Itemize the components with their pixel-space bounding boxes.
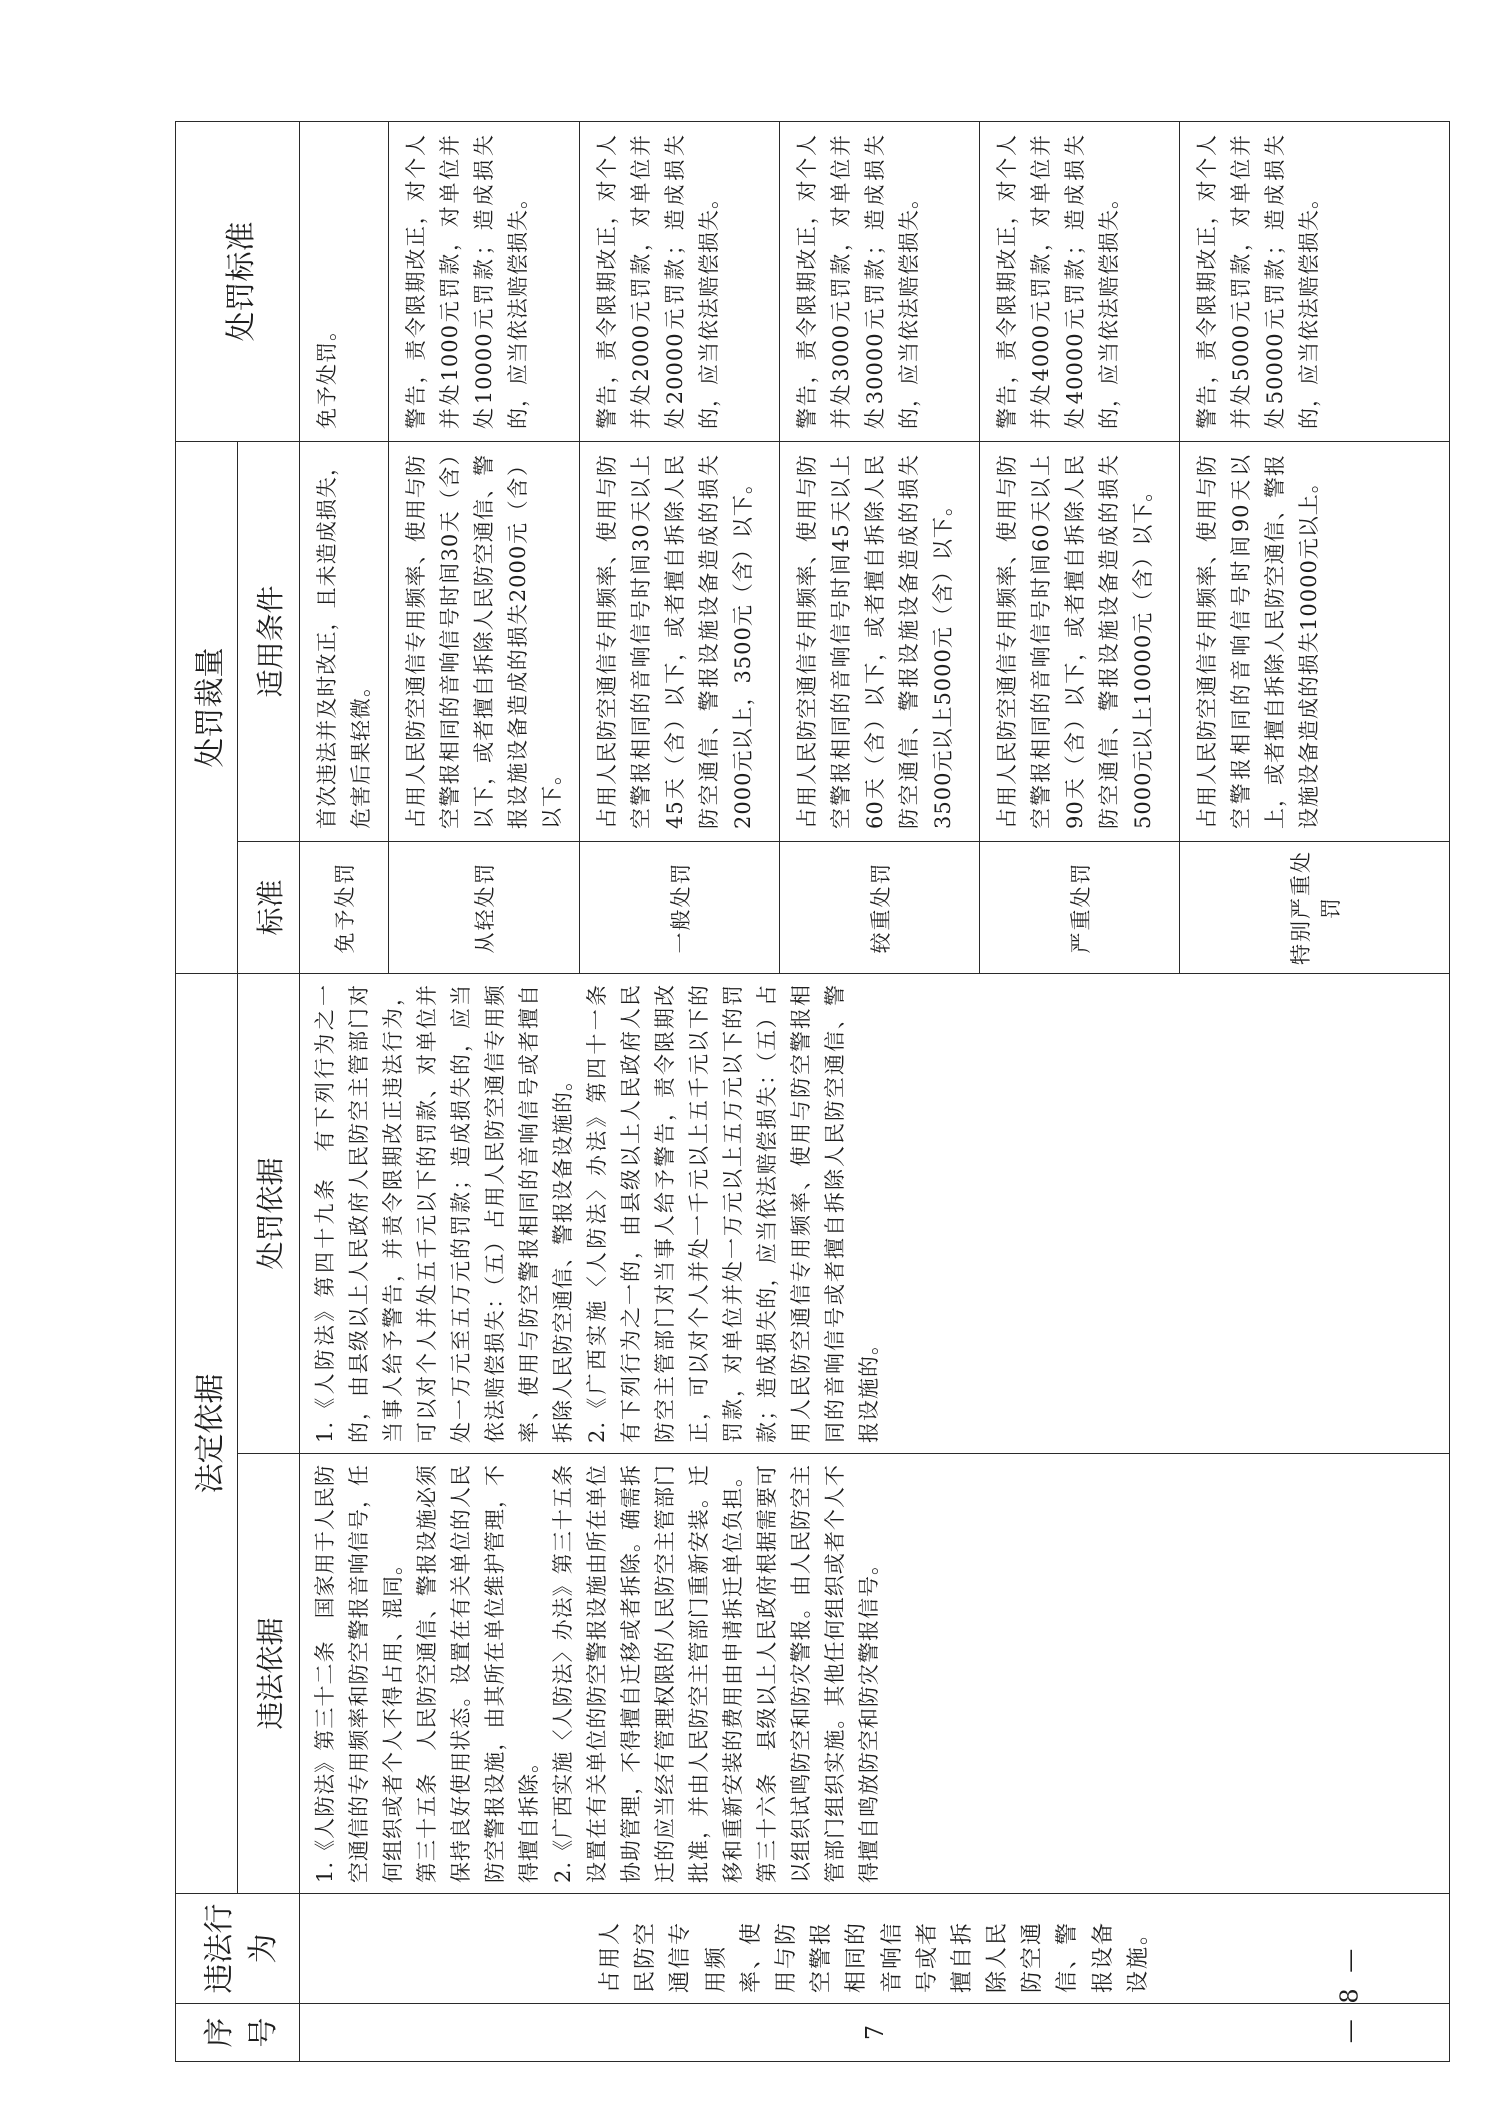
tier-condition: 占用人民防空通信专用频率、使用与防空警报相同的音响信号时间30天以上45天（含）以下，或者擅自拆除人民防空通信、警报设施设备造成的损失2000元以上，3500元（含）以下。: [580, 442, 780, 842]
header-violation-basis: 违法依据: [238, 1454, 300, 1894]
header-seq: 序号: [176, 2004, 300, 2062]
tier-level: 严重处罚: [980, 842, 1180, 974]
header-penalty-basis: 处罚依据: [238, 974, 300, 1454]
penalty-basis: [300, 962, 1450, 1454]
violation-basis-para: 2.《广西实施〈人防法〉办法》第三十五条 设置在有关单位的防空警报设施由所在单位协助管理，不得擅自迁移或者拆除。确需拆迁的应当经有管理权限的人民防空主管部门批准，并由人民防空主管部门重新安装。迁移和重新安装的费用由申请拆迁单位负担。: [551, 1442, 746, 1883]
tier-condition: 首次违法并及时改正，且未造成损失，危害后果轻微。: [300, 442, 389, 842]
violation-basis-para: 第三十五条 人民防空通信、警报设施必须保持良好使用状态。设置在有关单位的人民防空警报设施，由其所在单位维护管理，不得擅自拆除。: [415, 1464, 542, 1883]
penalty-table: [175, 121, 1450, 2062]
table-row: [300, 122, 389, 2062]
tier-level: 从轻处罚: [389, 842, 580, 974]
header-standard: 标准: [238, 842, 300, 974]
violation-basis-para: 第三十六条 县级以上人民政府根据需要可以组织试鸣防空和防灾警报。由人民防空主管部门组织实施。其他任何组织或者个人不得擅自鸣放防空和防灾警报信号。: [755, 1464, 882, 1883]
header-conditions: 适用条件: [238, 442, 300, 842]
violation-basis: [300, 1442, 1450, 1894]
tier-standard: 警告，责令限期改正，对个人并处2000元罚款，对单位并处20000元罚款；造成损失的，应当依法赔偿损失。: [580, 122, 780, 442]
tier-condition: 占用人民防空通信专用频率、使用与防空警报相同的音响信号时间30天（含）以下，或者擅自拆除人民防空通信、警报设施设备造成的损失2000元（含）以下。: [389, 442, 580, 842]
tier-condition: 占用人民防空通信专用频率、使用与防空警报相同的音响信号时间90天以上，或者擅自拆除人民防空通信、警报设施设备造成的损失10000元以上。: [1180, 442, 1450, 842]
tier-condition: 占用人民防空通信专用频率、使用与防空警报相同的音响信号时间45天以上60天（含）以下，或者擅自拆除人民防空通信、警报设施设备造成的损失3500元以上5000元（含）以下。: [780, 442, 980, 842]
penalty-basis-para: 1.《人防法》第四十九条 有下列行为之一的，由县级以上人民政府人民防空主管部门对当事人给予警告，并责令限期改正违法行为，可以对个人并处五千元以下的罚款、对单位并处一万元至五万元的罚款；造成损失的，应当依法赔偿损失：（五）占用人民防空通信专用频率、使用与防空警报相同的音响信号或者擅自拆除人民防空通信、警报设备设施的。: [313, 984, 576, 1443]
tier-standard: 警告，责令限期改正，对个人并处4000元罚款，对单位并处40000元罚款；造成损失的，应当依法赔偿损失。: [980, 122, 1180, 442]
tier-level: 一般处罚: [580, 842, 780, 974]
tier-standard: 警告，责令限期改正，对个人并处1000元罚款，对单位并处10000元罚款；造成损失的，应当依法赔偿损失。: [389, 122, 580, 442]
violation-basis-para: 1.《人防法》第三十二条 国家用于人民防空通信的专用频率和防空警报音响信号，任何组织或者个人不得占用、混同。: [313, 1464, 406, 1883]
header-discretion: 处罚裁量: [176, 442, 238, 974]
seq-number: 7: [300, 2004, 1450, 2062]
tier-standard: 警告，责令限期改正，对个人并处5000元罚款，对单位并处50000元罚款；造成损失的，应当依法赔偿损失。: [1180, 122, 1450, 442]
header-penalty-standard: 处罚标准: [176, 122, 300, 442]
header-act: 违法行为: [176, 1894, 300, 2004]
tier-standard: 免予处罚。: [300, 122, 389, 442]
tier-level: 免予处罚: [300, 842, 389, 974]
page-number: — 8 —: [1335, 1944, 1364, 2044]
violation-act: 占用人民防空通信专用频率、使用与防空警报相同的音响信号或者擅自拆除人民防空通信、警报设备设施。: [300, 1894, 1450, 2004]
tier-condition: 占用人民防空通信专用频率、使用与防空警报相同的音响信号时间60天以上90天（含）以下，或者擅自拆除人民防空通信、警报设施设备造成的损失5000元以上10000元（含）以下。: [980, 442, 1180, 842]
penalty-basis-para: 2.《广西实施〈人防法〉办法》第四十一条 有下列行为之一的，由县级以上人民政府人民防空主管部门对当事人给予警告，责令限期改正，可以对个人并处一千元以上五千元以下的罚款，对单位并处一万元以上五万元以下的罚款；造成损失的，应当依法赔偿损失：（五）占用人民防空通信专用频率、使用与防空警报相同的音响信号或者擅自拆除人民防空通信、警报设施的。: [585, 962, 882, 1443]
tier-level: 特别严重处罚: [1180, 842, 1450, 974]
header-legal-basis: 法定依据: [176, 974, 238, 1894]
tier-standard: 警告，责令限期改正，对个人并处3000元罚款，对单位并处30000元罚款；造成损失的，应当依法赔偿损失。: [780, 122, 980, 442]
tier-level: 较重处罚: [780, 842, 980, 974]
rotated-page: [175, 122, 1450, 2062]
